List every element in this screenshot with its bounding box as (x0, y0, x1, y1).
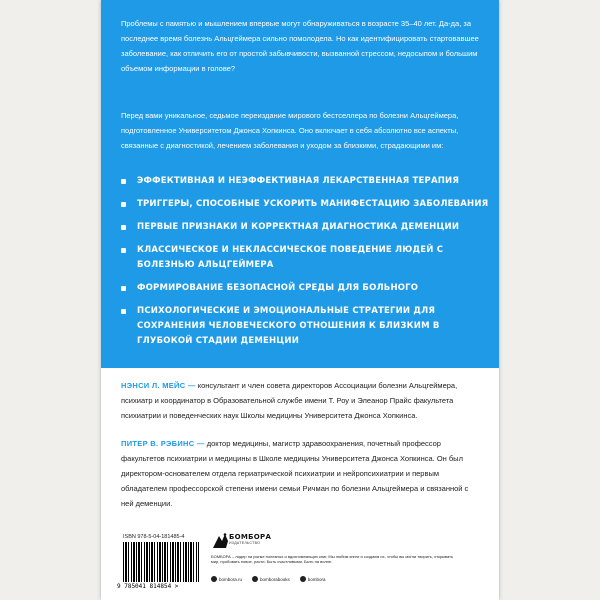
author-name: ПИТЕР В. РЭБИНС — (121, 439, 205, 448)
feature-item (121, 197, 491, 212)
barcode-icon (123, 542, 199, 582)
social-label: bombora.ru (219, 576, 243, 582)
feature-text: ПЕРВЫЕ ПРИЗНАКИ И КОРРЕКТНАЯ ДИАГНОСТИКА ДЕМЕНЦИИ (137, 222, 460, 232)
feature-item (121, 220, 491, 235)
feature-text: ТРИГГЕРЫ, СПОСОБНЫЕ УСКОРИТЬ МАНИФЕСТАЦИЮ ЗАБОЛЕВАНИЯ (137, 199, 489, 209)
feature-list (121, 174, 491, 357)
vk-icon (252, 576, 258, 582)
telegram-icon (300, 576, 306, 582)
square-bullet-icon (121, 225, 126, 230)
social-item (252, 576, 290, 582)
square-bullet-icon (121, 286, 126, 291)
publisher-subtitle: ИЗДАТЕЛЬСТВО (229, 541, 261, 545)
author-bio-text: доктор медицины, магистр здравоохранения, почетный профессор факультетов психиатрии и медицины в Школе медицины Университета Джонса Хопкинса. Он был директором-основателем отдела гериатрической психиатрии и нейропсихиатрии и первым обладателем профессорской степени имени семьи Ричман по болезни Альцгеймера и связанной с ней деменции. (121, 439, 469, 508)
square-bullet-icon (121, 179, 126, 184)
barcode-digits: 9 785041 814854 > (117, 583, 179, 590)
feature-item (121, 243, 491, 273)
social-item (300, 576, 326, 582)
author-bio-mace (121, 378, 481, 423)
square-bullet-icon (121, 202, 126, 207)
feature-text: ПСИХОЛОГИЧЕСКИЕ И ЭМОЦИОНАЛЬНЫЕ СТРАТЕГИИ ДЛЯ СОХРАНЕНИЯ ЧЕЛОВЕЧЕСКОГО ОТНОШЕНИЯ К БЛИЗКИМ В ГЛУБОКОЙ СТАДИИ ДЕМЕНЦИИ (137, 306, 440, 346)
social-links (211, 576, 326, 582)
feature-item (121, 304, 491, 349)
feature-item (121, 281, 491, 296)
globe-icon (211, 576, 217, 582)
intro-paragraph: Проблемы с памятью и мышлением впервые могут обнаруживаться в возрасте 35–40 лет. Да-да, за последнее время болезнь Альцгеймера сильно помолодела. Но как идентифицировать стартовавшее заболевание, как отличить его от простой забывчивости, вызванной стрессом, недосыпом и большим объемом информации в голове? (121, 19, 479, 73)
feature-item (121, 174, 491, 189)
square-bullet-icon (121, 248, 126, 253)
feature-text: ФОРМИРОВАНИЕ БЕЗОПАСНОЙ СРЕДЫ ДЛЯ БОЛЬНОГО (137, 283, 419, 293)
description-paragraph: Перед вами уникальное, седьмое переиздание мирового бестселлера по болезни Альцгеймера, подготовленное Университетом Джонса Хопкинса. Оно включает в себя абсолютно все аспекты, связанные с диагностикой, лечением заболевания и уходом за близкими, страдающими им: (121, 111, 459, 150)
social-label: bomborabooks (260, 576, 290, 582)
blue-info-block (101, 0, 499, 368)
feature-text: КЛАССИЧЕСКОЕ И НЕКЛАССИЧЕСКОЕ ПОВЕДЕНИЕ ЛЮДЕЙ С БОЛЕЗНЬЮ АЛЬЦГЕЙМЕРА (137, 245, 444, 270)
feature-text: ЭФФЕКТИВНАЯ И НЕЭФФЕКТИВНАЯ ЛЕКАРСТВЕННАЯ ТЕРАПИЯ (137, 176, 460, 186)
social-item (211, 576, 242, 582)
author-name: НЭНСИ Л. МЕЙС — (121, 381, 196, 390)
author-bio-rabins (121, 436, 481, 511)
author-bio-text: консультант и член совета директоров Ассоциации болезни Альцгеймера, психиатр и координатор в Образовательной службе имени Т. Роу и Элеанор Прайс факультета психиатрии и поведенческих наук Школы медицины Университета Джонса Хопкинса. (121, 381, 458, 420)
publisher-description: БОМБОРА – лидер на рынке полезных и вдохновляющих книг. Мы любим книги и создаем их, чтобы вы могли творить, открывать мир, пробовать новое, расти. Быть счастливыми. Быть на волне. (211, 554, 454, 564)
isbn-label: ISBN 978-5-04-181485-4 (123, 534, 185, 540)
social-label: bombora (307, 576, 326, 582)
publisher-name: БОМБОРА (229, 533, 272, 541)
book-back-cover (101, 0, 499, 600)
square-bullet-icon (121, 309, 126, 314)
